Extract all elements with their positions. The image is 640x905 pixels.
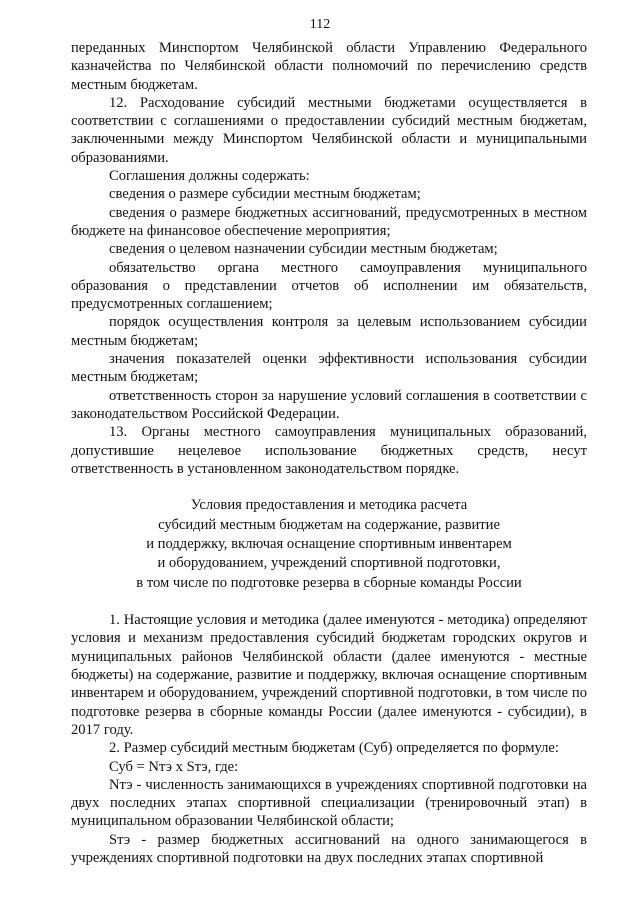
list-item: обязательство органа местного самоуправления муниципального образования о представлении отчетов об исполнении им обязательств, предусмотренных соглашением; [71, 259, 587, 313]
paragraph-item-2: 2. Размер субсидий местным бюджетам (Суб) определяется по формуле: [109, 740, 559, 757]
list-item: ответственность сторон за нарушение условий соглашения в соответствии с законодательством Российской Федерации. [71, 387, 587, 422]
list-item: порядок осуществления контроля за целевым использованием субсидии местным бюджетам; [71, 314, 587, 349]
paragraph-continuation: переданных Минспортом Челябинской области Управлению Федерального казначейства по Челябинской области полномочий по перечислению средств местным бюджетам. [71, 40, 587, 93]
paragraph-item-13: 13. Органы местного самоуправления муниципальных образований, допустившие нецелевое использование бюджетных средств, несут ответственность в установленном законодательством порядке. [71, 424, 587, 477]
formula: Суб = Nтэ х Sтэ, где: [109, 758, 239, 775]
list-item: значения показателей оценки эффективности использования субсидии местным бюджетам; [71, 351, 587, 386]
list-item: сведения о целевом назначении субсидии местным бюджетам; [109, 241, 498, 258]
page-number: 112 [309, 17, 331, 32]
formula-definition: Nтэ - численность занимающихся в учреждениях спортивной подготовки на двух последних этапах спортивной специализации (тренировочный этап) в муниципальном образовании Челябинской области; [71, 776, 587, 830]
list-item: сведения о размере субсидии местным бюджетам; [109, 186, 421, 203]
section-title-line: Условия предоставления и методика расчета [190, 497, 468, 514]
formula-definition: Sтэ - размер бюджетных ассигнований на одного занимающегося в учреждениях спортивной подготовки на двух последних этапах спортивной [71, 831, 587, 867]
paragraph-agreements-intro: Соглашения должны содержать: [109, 168, 310, 185]
paragraph-item-12: 12. Расходование субсидий местными бюджетами осуществляется в соответствии с соглашениями о предоставлении субсидий местным бюджетам, заключенными между Минспортом Челябинской области и муниципальными образованиями. [71, 94, 587, 166]
list-item: сведения о размере бюджетных ассигнований, предусмотренных в местном бюджете на финансовое обеспечение мероприятия; [71, 204, 587, 239]
document-body [71, 39, 587, 867]
section-title-line: и оборудованием, учреждений спортивной подготовки, [157, 555, 501, 572]
section-title-line: в том числе по подготовке резерва в сборные команды России [136, 574, 522, 591]
paragraph-item-1: 1. Настоящие условия и методика (далее именуются - методика) определяют условия и механизм предоставления субсидий бюджетам городских округов и муниципальных районов Челябинской области (далее именуются - местные бюджеты) на содержание, развитие и поддержку, включая оснащение спортивным инвентарем и оборудованием, учреждений спортивной подготовки, в том числе по подготовке резерва в сборные команды России (далее именуются - субсидии), в 2017 году. [71, 612, 587, 738]
section-title-line: и поддержку, включая оснащение спортивным инвентарем [146, 535, 512, 552]
section-title-line: субсидий местным бюджетам на содержание, развитие [158, 516, 500, 533]
section-title [71, 496, 587, 593]
